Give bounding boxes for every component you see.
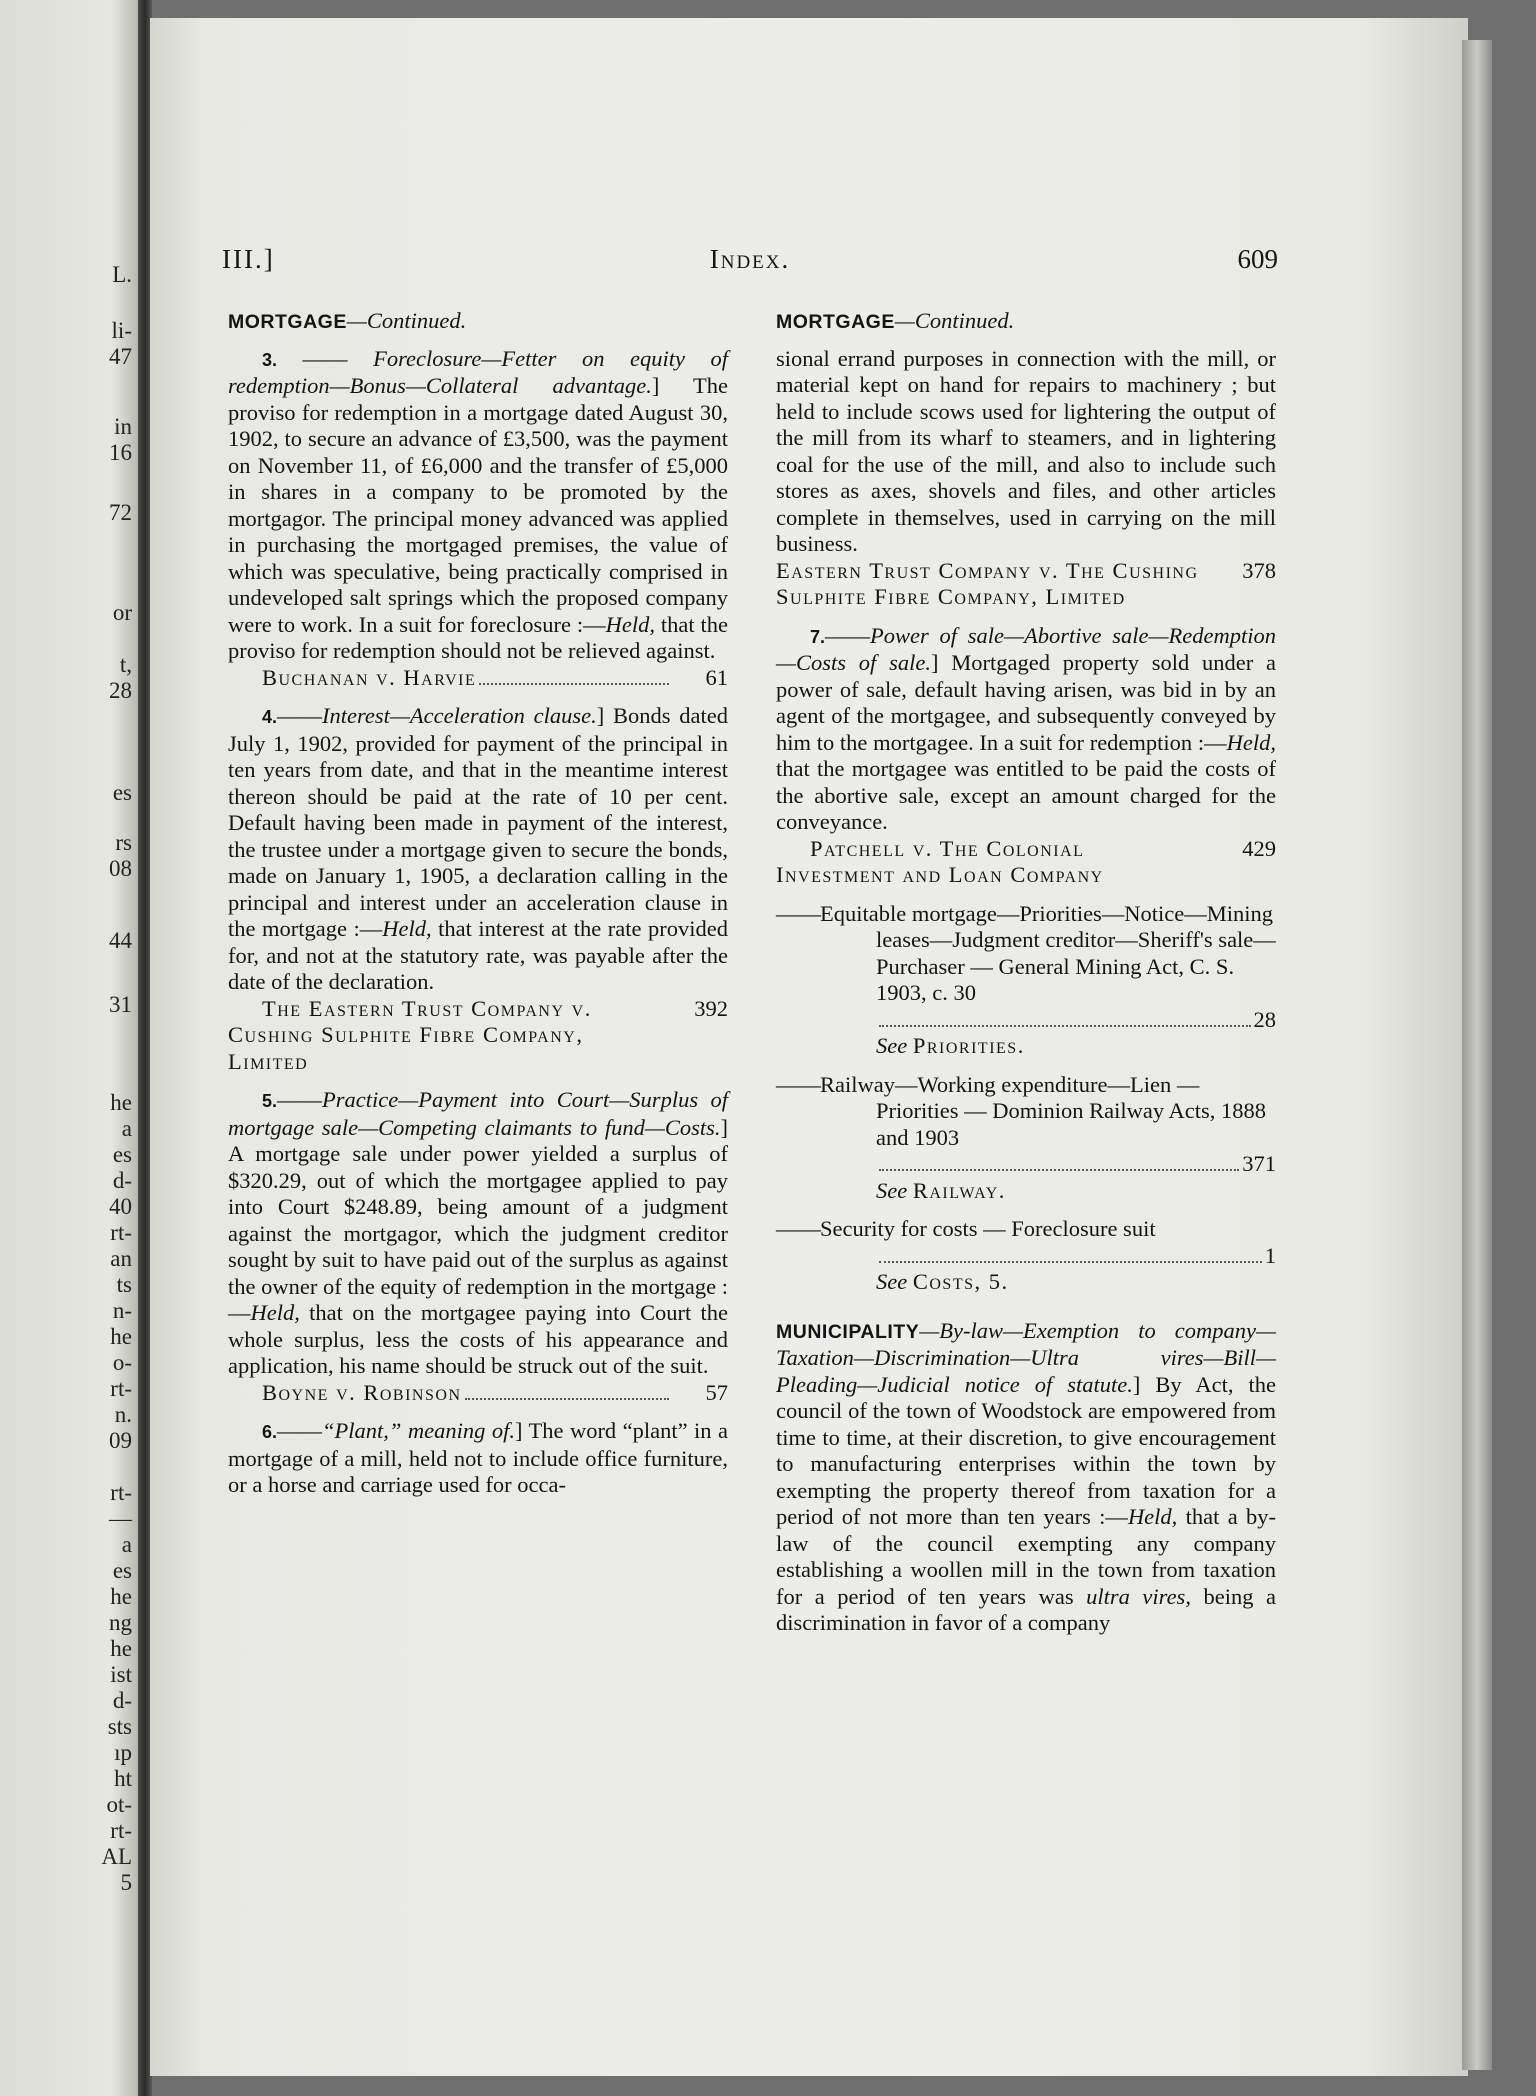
margin-fragment: n- — [112, 1298, 132, 1323]
column-heading: MORTGAGE—Continued. — [776, 308, 1015, 333]
page-title: Index. — [709, 244, 791, 274]
running-header — [222, 244, 1278, 280]
margin-fragment: 28 — [109, 678, 132, 703]
margin-fragment: ıp — [114, 1740, 132, 1765]
margin-fragment: 5 — [120, 1870, 132, 1895]
margin-fragment: ot- — [106, 1792, 132, 1817]
margin-fragment: or — [112, 600, 132, 625]
index-entry-7: 7.——Power of sale—Abortive sale—Redemption—Costs of sale.] Mortgaged property sold under a power of sale, default having arisen, was bid in by an agent of the mortgagee, and subsequently conveyed by him to the mortgagee. In a suit for redemption :—Held, that the mortgagee was entitled to be paid the costs of the abortive sale, except an amount charged for the conveyance. Patchell v. The Colonial Investment and Loan Company 429 — [776, 622, 1276, 887]
case-reference: Buchanan v. Harvie 61 — [262, 664, 728, 690]
margin-fragment: a — [121, 1116, 132, 1141]
margin-fragment: n. — [114, 1402, 132, 1427]
margin-fragment: rs — [115, 830, 132, 855]
margin-fragment: rt- — [110, 1480, 132, 1505]
margin-fragment: L. — [112, 262, 132, 287]
index-entry-5: 5.——Practice—Payment into Court—Surplus of mortgage sale—Competing claimants to fund—Costs.] A mortgage sale under power yielded a surplus of $320.29, out of which the mortgagee applied to pay into Court $248.89, being amount of a judgment against the mortgagor, which the judgment creditor sought by suit to have paid out of the surplus as against the owner of the equity of redemption in the mortgage :—Held, that on the mortgagee paying into Court the whole surplus, less the costs of his appearance and application, his name should be struck out of the suit. Boyne v. Robinson 57 — [228, 1087, 728, 1405]
page-stack-edge — [1462, 40, 1492, 2070]
margin-fragment: 47 — [109, 344, 132, 369]
column-heading: MORTGAGE—Continued. — [228, 308, 467, 333]
margin-fragment: ng — [109, 1610, 132, 1635]
subentry-railway: ——Railway—Working expenditure—Lien — Priorities — Dominion Railway Acts, 1888 and 1903 371 See Railway. — [776, 1071, 1276, 1203]
right-column — [776, 308, 1276, 1649]
margin-fragment: ist — [110, 1662, 132, 1687]
margin-fragment: o- — [112, 1350, 132, 1375]
margin-fragment: a — [121, 1532, 132, 1557]
index-entry-municipality: MUNICIPALITY—By-law—Exemption to company—Taxation—Discrimination—Ultra vires—Bill—Pleading—Judicial notice of statute.] By Act, the council of the town of Woodstock are empowered from time to time, at their discretion, to give encouragement to manufacturing enterprises within the town by exempting the property thereof from taxation for a period of not more than ten years :—Held, that a by-law of the council exempting any company establishing a woollen mill in the town from taxation for a period of ten years was ultra vires, being a discrimination in favor of a company — [776, 1317, 1277, 1635]
left-column — [228, 308, 728, 1511]
margin-fragment: ts — [116, 1272, 132, 1297]
case-reference: Patchell v. The Colonial Investment and Loan Company 429 — [776, 835, 1276, 887]
case-reference: The Eastern Trust Company v. Cushing Sulphite Fibre Company, Limited 392 — [228, 995, 728, 1074]
margin-fragment: es — [112, 780, 132, 805]
margin-fragment: he — [110, 1090, 132, 1115]
subentry-equitable-mortgage: ——Equitable mortgage—Priorities—Notice—Mining leases—Judgment creditor—Sheriff's sale—Purchaser — General Mining Act, C. S. 1903, c. 30 28 See Priorities. — [776, 900, 1276, 1058]
margin-fragment: rt- — [110, 1220, 132, 1245]
margin-fragment: sts — [107, 1714, 132, 1739]
index-entry-6: 6.——“Plant,” meaning of.] The word “plant” in a mortgage of a mill, held not to include office furniture, or a horse and carriage used for occa- — [228, 1418, 729, 1497]
margin-fragment: — — [109, 1506, 132, 1531]
margin-fragment: 40 — [109, 1194, 132, 1219]
margin-fragment: t, — [119, 652, 132, 677]
margin-fragment: 08 — [109, 856, 132, 881]
margin-fragment: li- — [111, 318, 132, 343]
margin-fragment: he — [110, 1636, 132, 1661]
margin-fragment: 09 — [109, 1428, 132, 1453]
margin-fragment: 72 — [109, 500, 132, 525]
margin-fragment: an — [110, 1246, 132, 1271]
margin-fragment: he — [110, 1584, 132, 1609]
margin-fragment: 31 — [109, 992, 132, 1017]
margin-fragment: es — [112, 1558, 132, 1583]
continued-entry-6: sional errand purposes in connection with the mill, or material kept on hand for repairs to machinery ; but held to include scows used for lightering the output of the mill from its wharf to steamers, and in lightering coal for the use of the mill, and also to include such stores as axes, shovels and files, and other articles complete in themselves, used in carrying on the mill business. Eastern Trust Company v. The Cushing Sulphite Fibre Company, Limited 378 — [776, 345, 1276, 609]
margin-fragment: he — [110, 1324, 132, 1349]
case-reference: Boyne v. Robinson 57 — [262, 1379, 728, 1405]
index-entry-3: 3. —— Foreclosure—Fetter on equity of redemption—Bonus—Collateral advantage.] The proviso for redemption in a mortgage dated August 30, 1902, to secure an advance of £3,500, was the payment on November 11, of £6,000 and the transfer of £5,000 in shares in a company to be promoted by the mortgagor. The principal money advanced was applied in purchasing the mortgaged premises, the value of which was speculative, being practically comprised in undeveloped salt springs which the proposed company were to work. In a suit for foreclosure :—Held, that the proviso for redemption should not be relieved against. Buchanan v. Harvie 61 — [228, 345, 729, 690]
margin-fragment: AL — [101, 1844, 132, 1869]
margin-fragment: ht — [114, 1766, 132, 1791]
margin-fragment: 16 — [109, 440, 132, 465]
volume-marker: III.] — [222, 244, 275, 274]
subentry-security-for-costs: ——Security for costs — Foreclosure suit 1 See Costs, 5. — [776, 1216, 1276, 1294]
margin-fragment: rt- — [110, 1376, 132, 1401]
case-reference: Eastern Trust Company v. The Cushing Sulphite Fibre Company, Limited 378 — [776, 557, 1276, 609]
margin-fragment: d- — [112, 1688, 132, 1713]
index-entry-4: 4.——Interest—Acceleration clause.] Bonds dated July 1, 1902, provided for payment of the principal in ten years from date, and that in the meantime interest thereon should be paid at the rate of 10 per cent. Default having been made in payment of the interest, the trustee under a mortgage given to secure the bonds, made on January 1, 1905, a declaration calling in the principal and interest under an acceleration clause in the mortgage :—Held, that interest at the rate provided for, and not at the statutory rate, was payable after the date of the declaration. The Eastern Trust Company v. Cushing Sulphite Fibre Company, Limited 392 — [228, 703, 728, 1074]
margin-fragment: 44 — [109, 928, 132, 953]
margin-fragment: es — [112, 1142, 132, 1167]
margin-fragment: in — [114, 414, 132, 439]
margin-fragment: d- — [112, 1168, 132, 1193]
page-number: 609 — [1237, 244, 1278, 274]
margin-fragment: rt- — [110, 1818, 132, 1843]
